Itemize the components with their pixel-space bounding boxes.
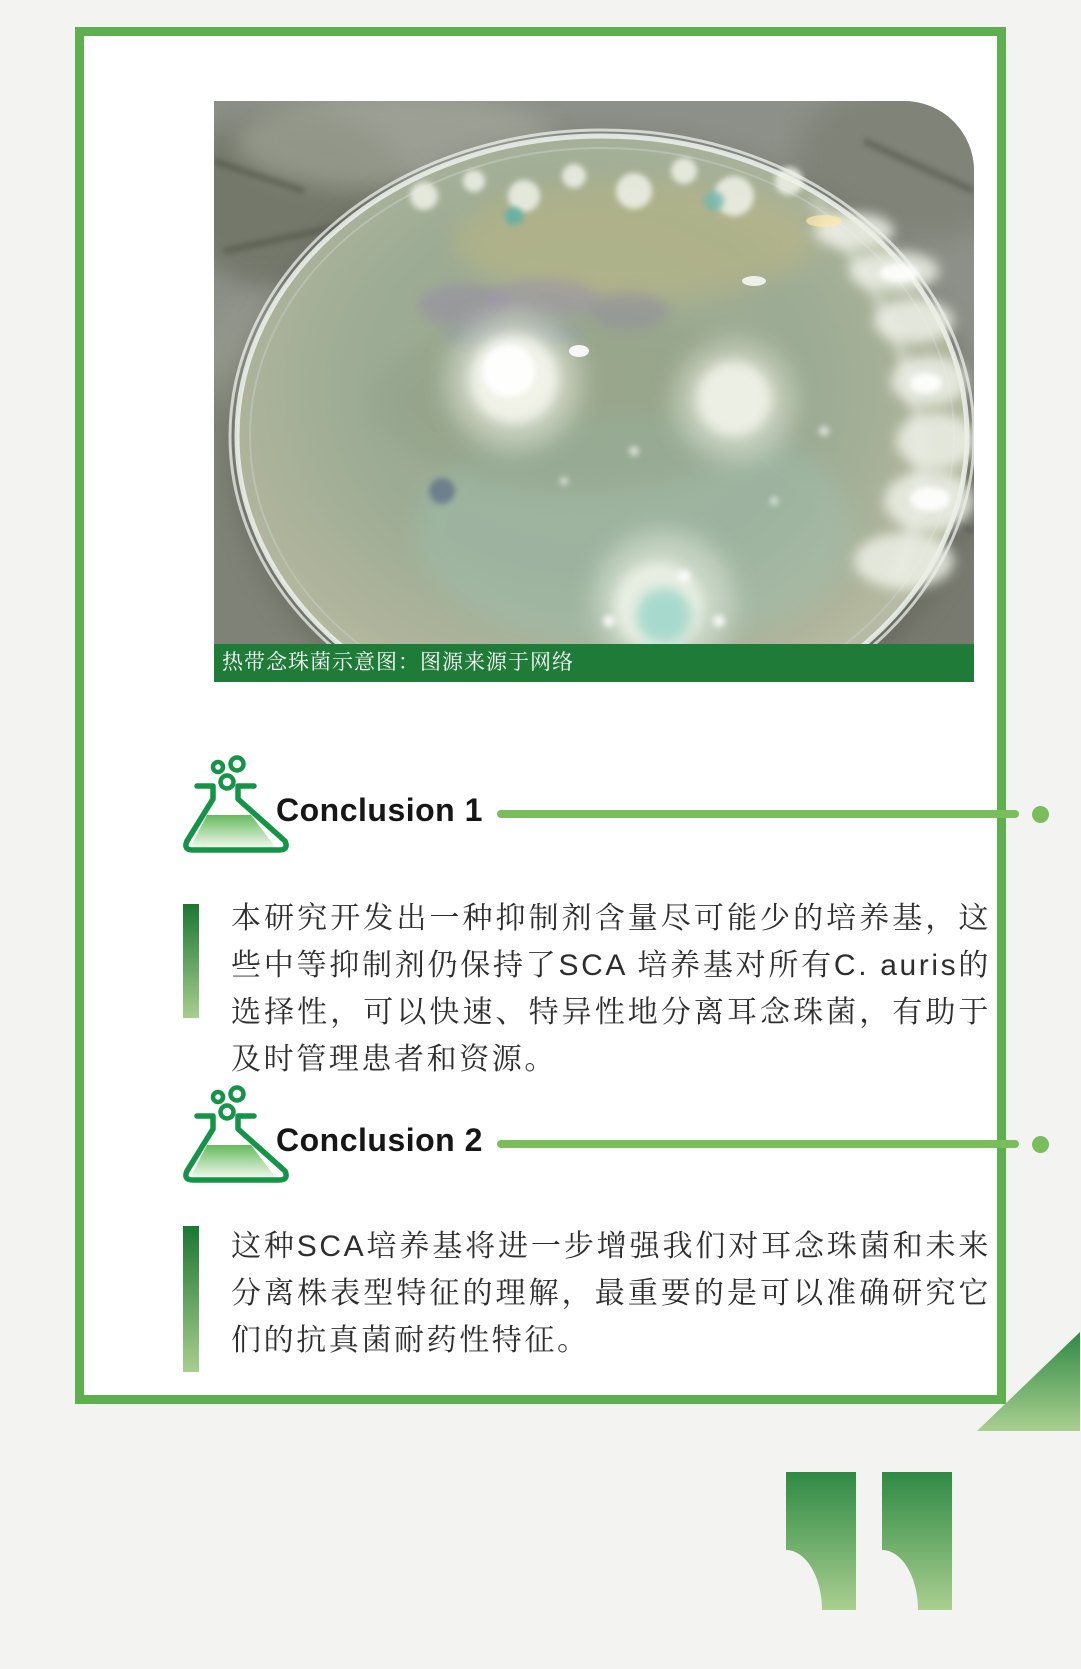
heading-rule-dot-2 bbox=[1032, 1136, 1049, 1153]
heading-rule-dot-1 bbox=[1032, 806, 1049, 823]
heading-rule-1 bbox=[497, 810, 1019, 818]
quote-mark-right bbox=[882, 1472, 952, 1610]
conclusion-2-title: Conclusion 2 bbox=[276, 1122, 483, 1158]
quote-notch bbox=[786, 1550, 822, 1610]
content-frame bbox=[75, 27, 1006, 1404]
closing-quote-icon bbox=[786, 1472, 952, 1610]
quote-mark-left bbox=[786, 1472, 856, 1610]
corner-triangle-icon bbox=[977, 1332, 1080, 1431]
photo-caption-text: 热带念珠菌示意图：图源来源于网络 bbox=[222, 651, 574, 674]
conclusion-2-body: 这种SCA培养基将进一步增强我们对耳念珠菌和未来分离株表型特征的理解，最重要的是可以准确研究它们的抗真菌耐药性特征。 bbox=[231, 1230, 991, 1357]
accent-bar-1 bbox=[183, 904, 199, 1018]
petri-dish-photo bbox=[214, 101, 974, 644]
accent-bar-2 bbox=[183, 1226, 199, 1372]
photo-caption-bar bbox=[214, 644, 974, 682]
conclusion-1-title: Conclusion 1 bbox=[276, 792, 483, 828]
heading-rule-2 bbox=[497, 1140, 1019, 1148]
conclusion-1-body: 本研究开发出一种抑制剂含量尽可能少的培养基，这些中等抑制剂仍保持了SCA 培养基对所有C. auris的选择性，可以快速、特异性地分离耳念珠菌，有助于及时管理患者和资源。 bbox=[231, 902, 991, 1076]
quote-notch bbox=[882, 1550, 918, 1610]
petri-dish-illustration bbox=[214, 101, 974, 644]
